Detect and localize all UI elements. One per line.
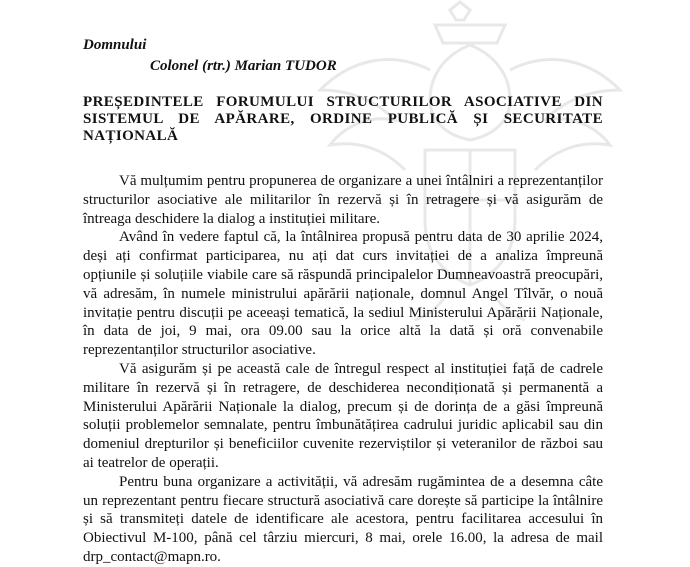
paragraph-2: Având în vedere faptul că, la întâlnirea propusă pentru data de 30 aprilie 2024, deși ați confirmat participarea, nu ați dat curs invitației de a analiza împreună opțiunile și soluțiile viabile care să răspundă principalelor Dumneavoastră preocupări, vă adresăm, în numele ministrului apărării naționale, domnul Angel Tîlvăr, o nouă invitație pentru discuții pe aceeași tematică, la sediul Ministerului Apărării Naționale, în data de joi, 9 mai, ora 09.00 sau la orice altă la dată și oră convenabile reprezentanților structurilor asociative. (83, 229, 603, 359)
recipient-name: Colonel (rtr.) Marian TUDOR (150, 58, 337, 74)
paragraph-4: Pentru buna organizare a activității, vă adresăm rugămintea de a desemna câte un reprezentant pentru fiecare structură asociativă care dorește să participe la întâlnire și să transmiteți datele de identificare ale acestora, pentru facilitarea accesului în Obiectivul M-100, până cel târziu miercuri, 8 mai, orele 16.00, la adresa de mail drp_contact@mapn.ro. (83, 473, 603, 565)
paragraph-3: Vă asigurăm și pe această cale de întregul respect al instituției față de cadrele militare în rezervă și în retragere, de deschiderea necondiționată și permanentă a Ministerului Apărării Naționale la dialog, precum și de dorința de a găsi împreună soluții problemelor semnalate, pentru îmbunătățirea cadrului juridic aplicabil sau din domeniul drepturilor și beneficiilor cuvenite rezerviștilor și veteranilor de război sau ai teatrelor de operații. (83, 360, 603, 471)
recipient-title: PREȘEDINTELE FORUMULUI STRUCTURILOR ASOCIATIVE DIN SISTEMUL DE APĂRARE, ORDINE PUBLICĂ ȘI SECURITATE NAȚIONALĂ (83, 94, 603, 144)
letter-body (83, 172, 603, 567)
recipient-salutation: Domnului (83, 37, 147, 53)
paragraph-1: Vă mulțumim pentru propunerea de organizare a unei întâlniri a reprezentanților structurilor asociative ale militarilor în rezervă și în retragere și vă asigurăm de întreaga deschidere la dialog a instituției militare. (83, 173, 603, 227)
